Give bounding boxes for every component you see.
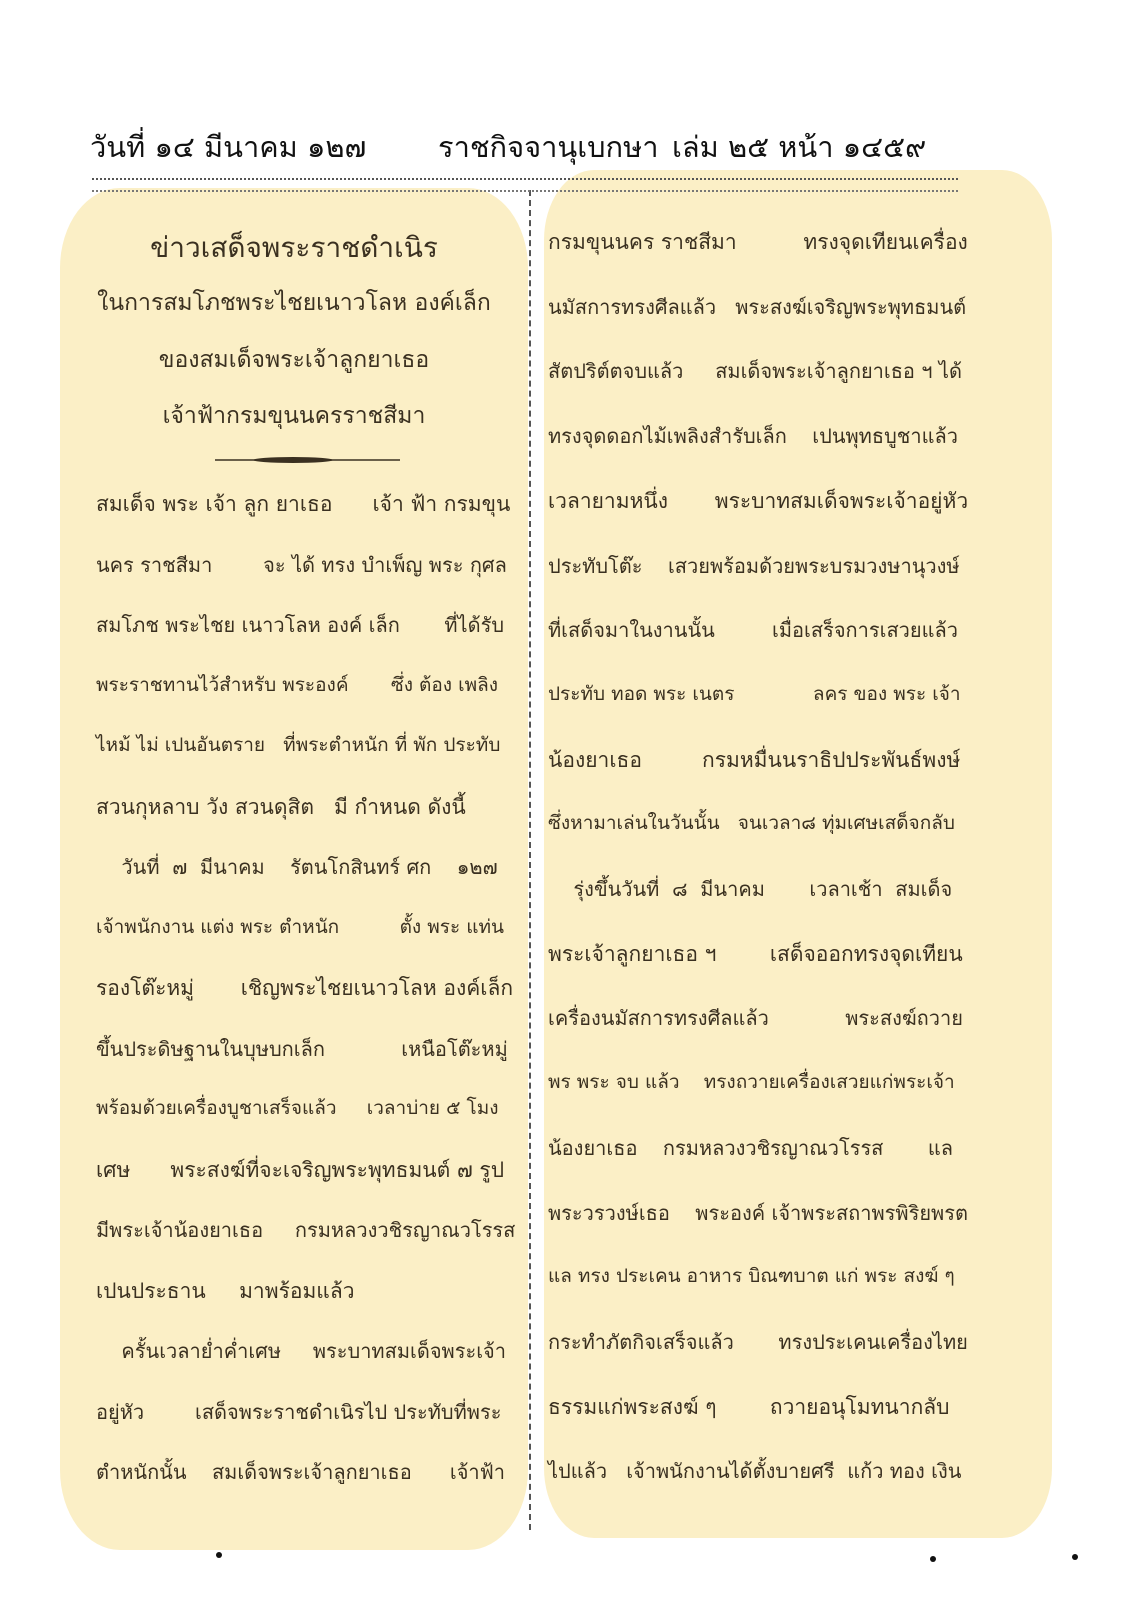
text-line: ครั้นเวลาย่ำค่ำเศษ พระบาทสมเด็จพระเจ้า	[96, 1339, 506, 1363]
text-line: กรมขุนนคร ราชสีมา ทรงจุดเทียนเครื่อง	[548, 230, 968, 254]
text-line: รองโต๊ะหมู่ เชิญพระไชยเนาวโลห องค์เล็ก	[96, 976, 514, 1000]
text-line: สวนกุหลาบ วัง สวนดุสิต มี กำหนด ดังนี้	[96, 794, 466, 819]
article-subtitle-2: ของสมเด็จพระเจ้าลูกยาเธอ	[158, 347, 430, 373]
title-ornament	[215, 455, 400, 465]
header-volume-page: เล่ม ๒๕ หน้า ๑๔๕๙	[672, 130, 927, 164]
text-line: สัตปริต์ตจบแล้ว สมเด็จพระเจ้าลูกยาเธอ ฯ ได้	[548, 359, 962, 384]
text-line: อยู่หัว เสด็จพระราชดำเนิรไป ประทับที่พระ	[96, 1399, 502, 1424]
text-line: พร้อมด้วยเครื่องบูชาเสร็จแล้ว เวลาบ่าย ๕ โมง	[96, 1097, 499, 1119]
text-line: พระราชทานไว้สำหรับ พระองค์ ซึ่ง ต้อง เพลิง	[96, 673, 499, 696]
text-line: น้องยาเธอ กรมหมื่นนราธิปประพันธ์พงษ์	[548, 747, 961, 772]
text-line: ทรงจุดดอกไม้เพลิงสำรับเล็ก เปนพุทธบูชาแล้ว	[548, 424, 958, 449]
text-line: พระวรวงษ์เธอ พระองค์ เจ้าพระสถาพรพิริยพรต	[548, 1200, 968, 1225]
text-line: ขึ้นประดิษฐานในบุษบกเล็ก เหนือโต๊ะหมู่	[96, 1036, 508, 1061]
text-line: กระทำภัตกิจเสร็จแล้ว ทรงประเคนเครื่องไทย	[548, 1329, 968, 1354]
text-line: ไปแล้ว เจ้าพนักงานได้ตั้งบายศรี แก้ว ทอง เงิน	[548, 1459, 962, 1484]
article-subtitle-1: ในการสมโภชพระไชยเนาวโลห องค์เล็ก	[97, 290, 491, 316]
column-divider	[529, 190, 531, 1530]
text-line: ไหม้ ไม่ เปนอันตราย ที่พระตำหนัก ที่ พัก ประทับ	[96, 734, 501, 756]
header-publication: ราชกิจจานุเบกษา	[438, 130, 659, 164]
text-line: เครื่องนมัสการทรงศีลแล้ว พระสงฆ์ถวาย	[548, 1006, 963, 1031]
text-line: ประทับโต๊ะ เสวยพร้อมด้วยพระบรมวงษานุวงษ์	[548, 553, 960, 578]
page-header	[0, 112, 1136, 172]
article-subtitle-3: เจ้าฟ้ากรมขุนนครราชสีมา	[162, 403, 426, 429]
text-line: เวลายามหนึ่ง พระบาทสมเด็จพระเจ้าอยู่หัว	[548, 488, 969, 513]
text-line: พร พระ จบ แล้ว ทรงถวายเครื่องเสวยแก่พระเจ้า	[548, 1071, 955, 1094]
text-line: มีพระเจ้าน้องยาเธอ กรมหลวงวชิรญาณวโรรส	[96, 1218, 516, 1242]
text-line: ตำหนักนั้น สมเด็จพระเจ้าลูกยาเธอ เจ้าฟ้า	[96, 1460, 506, 1484]
header-date: วันที่ ๑๔ มีนาคม ๑๒๗	[90, 130, 367, 164]
text-line: ธรรมแก่พระสงฆ์ ๆ ถวายอนุโมทนากลับ	[548, 1394, 950, 1419]
article-title: ข่าวเสด็จพระราชดำเนิร	[150, 231, 438, 264]
text-line: นมัสการทรงศีลแล้ว พระสงฆ์เจริญพระพุทธมนต์	[548, 294, 967, 319]
text-line: ที่เสด็จมาในงานนั้น เมื่อเสร็จการเสวยแล้ว	[548, 618, 958, 643]
scan-mark	[1072, 1554, 1078, 1560]
scan-mark	[216, 1552, 222, 1558]
text-line: สมเด็จ พระ เจ้า ลูก ยาเธอ เจ้า ฟ้า กรมขุน	[96, 492, 511, 516]
text-line: เจ้าพนักงาน แต่ง พระ ตำหนัก ตั้ง พระ แท่น	[96, 915, 504, 938]
text-line: แล ทรง ประเคน อาหาร บิณฑบาต แก่ พระ สงฆ์ ๆ	[548, 1265, 955, 1288]
text-line: ซึ่งหามาเล่นในวันนั้น จนเวลา๘ ทุ่มเศษเสด็จกลับ	[548, 812, 955, 835]
text-line: พระเจ้าลูกยาเธอ ฯ เสด็จออกทรงจุดเทียน	[548, 941, 963, 966]
text-line: เศษ พระสงฆ์ที่จะเจริญพระพุทธมนต์ ๗ รูป	[96, 1157, 505, 1182]
text-line: น้องยาเธอ กรมหลวงวชิรญาณวโรรส แล	[548, 1135, 954, 1160]
scan-mark	[930, 1556, 936, 1562]
text-line: รุ่งขึ้นวันที่ ๘ มีนาคม เวลาเช้า สมเด็จ	[548, 877, 953, 901]
text-line: นคร ราชสีมา จะ ได้ ทรง บำเพ็ญ พระ กุศล	[96, 552, 507, 577]
text-line: วันที่ ๗ มีนาคม รัตนโกสินทร์ ศก ๑๒๗	[96, 855, 498, 879]
text-line: สมโภช พระไชย เนาวโลห องค์ เล็ก ที่ได้รับ	[96, 613, 505, 637]
header-rule	[92, 178, 958, 192]
text-line: เปนประธาน มาพร้อมแล้ว	[96, 1278, 355, 1303]
text-line: ประทับ ทอด พระ เนตร ลคร ของ พระ เจ้า	[548, 682, 961, 705]
